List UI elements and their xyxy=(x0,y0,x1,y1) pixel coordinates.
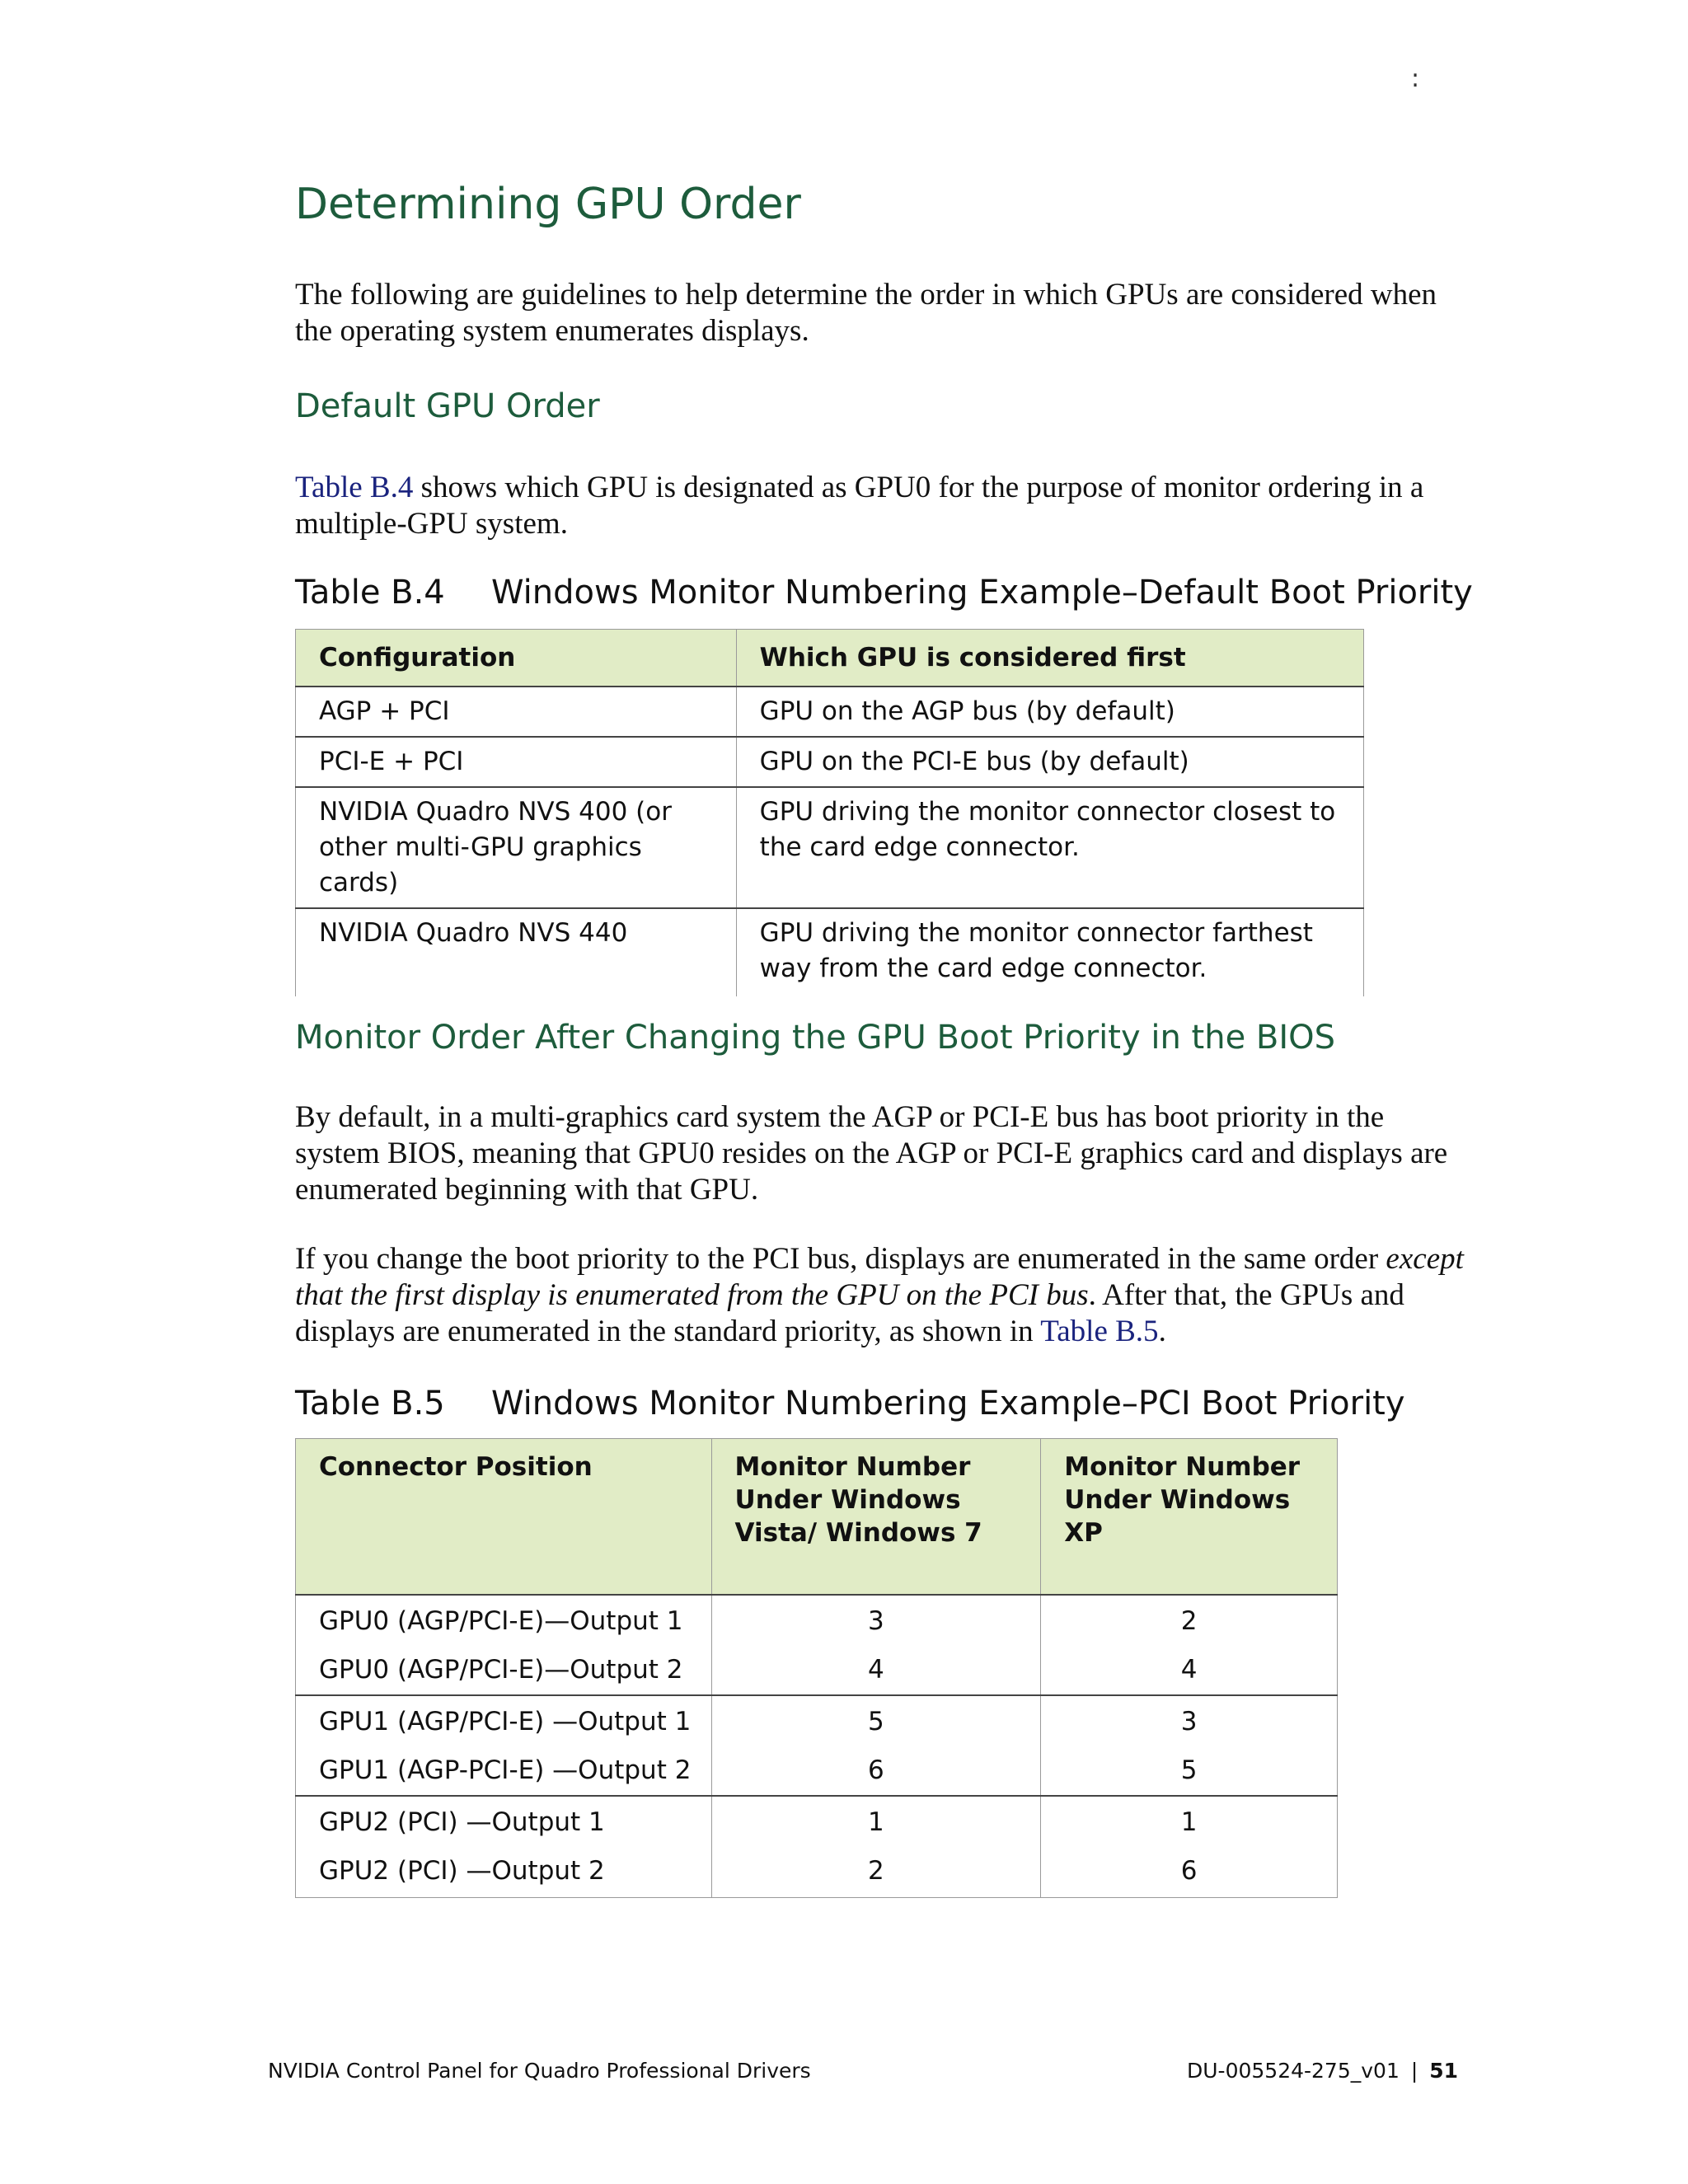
table-cell: GPU1 (AGP/PCI-E) —Output 1 xyxy=(296,1695,712,1746)
footer-doc-info xyxy=(1187,2059,1458,2083)
section2-paragraph-2-end: . xyxy=(1158,1315,1166,1348)
table-b4-caption xyxy=(295,574,1473,612)
table-row xyxy=(296,1746,1338,1796)
table-cell: GPU on the AGP bus (by default) xyxy=(736,687,1363,737)
table-cell: GPU driving the monitor connector farthest way from the card edge connector. xyxy=(736,908,1363,996)
table-row xyxy=(296,1646,1338,1695)
table-cell: 5 xyxy=(1041,1746,1338,1796)
table-cell: GPU on the PCI-E bus (by default) xyxy=(736,737,1363,787)
table-cell: 1 xyxy=(1041,1796,1338,1847)
table-row xyxy=(296,1595,1338,1646)
table-row xyxy=(296,787,1364,908)
table-cell: PCI-E + PCI xyxy=(296,737,737,787)
footer-doc-title: NVIDIA Control Panel for Quadro Professional Drivers xyxy=(268,2059,811,2083)
header-mark: : xyxy=(1411,64,1420,93)
table-cell: 6 xyxy=(711,1746,1041,1796)
table-cell: 1 xyxy=(711,1796,1041,1847)
table-cell: AGP + PCI xyxy=(296,687,737,737)
section2-paragraph-2-emphasis: except that the first display is enumerated from the GPU on the PCI bus xyxy=(295,1242,1464,1312)
table-cell: GPU2 (PCI) —Output 2 xyxy=(296,1847,712,1898)
table-row xyxy=(296,1847,1338,1898)
table-cell: GPU1 (AGP-PCI-E) —Output 2 xyxy=(296,1746,712,1796)
table-b4-header-configuration: Configuration xyxy=(296,630,737,687)
section2-paragraph-2-middle: . After that, the GPUs and displays are enumerated in the standard priority, as shown in xyxy=(295,1278,1404,1348)
page-title: Determining GPU Order xyxy=(295,180,801,229)
section2-paragraph-2-start: If you change the boot priority to the PCI bus, displays are enumerated in the same order xyxy=(295,1242,1386,1276)
table-cell: GPU2 (PCI) —Output 1 xyxy=(296,1796,712,1847)
footer-separator: | xyxy=(1410,2059,1418,2083)
table-cell: NVIDIA Quadro NVS 400 (or other multi-GPU graphics cards) xyxy=(296,787,737,908)
table-b5-header-xp: Monitor Number Under Windows XP xyxy=(1041,1439,1338,1596)
intro-paragraph: The following are guidelines to help determine the order in which GPUs are considered when the operating system enumerates displays. xyxy=(295,278,1437,348)
table-row xyxy=(296,737,1364,787)
table-b4 xyxy=(295,629,1364,996)
table-cell: GPU0 (AGP/PCI-E)—Output 2 xyxy=(296,1646,712,1695)
table-cell: GPU0 (AGP/PCI-E)—Output 1 xyxy=(296,1595,712,1646)
table-b5-link[interactable]: Table B.5 xyxy=(1040,1315,1159,1348)
footer-page-number: 51 xyxy=(1429,2059,1458,2083)
table-b4-caption-title: Windows Monitor Numbering Example–Default Boot Priority xyxy=(491,574,1473,612)
section2-paragraph-1: By default, in a multi-graphics card system the AGP or PCI-E bus has boot priority in the system BIOS, meaning that GPU0 resides on the AGP or PCI-E graphics card and displays are enumerated beginning with that GPU. xyxy=(295,1100,1448,1207)
table-cell: 2 xyxy=(1041,1595,1338,1646)
table-cell: GPU driving the monitor connector closest to the card edge connector. xyxy=(736,787,1363,908)
table-row xyxy=(296,908,1364,996)
section1-paragraph-text: shows which GPU is designated as GPU0 for the purpose of monitor ordering in a multiple-GPU system. xyxy=(295,471,1424,541)
footer-doc-id: DU-005524-275_v01 xyxy=(1187,2059,1400,2083)
table-b4-header-gpu-first: Which GPU is considered first xyxy=(736,630,1363,687)
table-cell: 6 xyxy=(1041,1847,1338,1898)
table-b5-header-vista-win7: Monitor Number Under Windows Vista/ Windows 7 xyxy=(711,1439,1041,1596)
table-b5-caption-number: Table B.5 xyxy=(295,1385,445,1422)
table-cell: 2 xyxy=(711,1847,1041,1898)
table-row xyxy=(296,1695,1338,1746)
section-heading-default-gpu-order: Default GPU Order xyxy=(295,387,600,425)
table-b4-link[interactable]: Table B.4 xyxy=(295,471,414,504)
table-cell: 3 xyxy=(711,1595,1041,1646)
table-cell: 4 xyxy=(711,1646,1041,1695)
table-b5 xyxy=(295,1438,1338,1898)
section-heading-monitor-order: Monitor Order After Changing the GPU Boot Priority in the BIOS xyxy=(295,1019,1336,1057)
table-b5-caption-title: Windows Monitor Numbering Example–PCI Boot Priority xyxy=(491,1385,1405,1422)
section2-paragraph-2 xyxy=(295,1241,1465,1350)
table-b5-header-connector-position: Connector Position xyxy=(296,1439,712,1596)
table-cell: 5 xyxy=(711,1695,1041,1746)
table-row xyxy=(296,1796,1338,1847)
table-row xyxy=(296,687,1364,737)
table-b5-caption xyxy=(295,1385,1405,1422)
table-cell: 4 xyxy=(1041,1646,1338,1695)
section1-paragraph xyxy=(295,470,1465,542)
table-b4-caption-number: Table B.4 xyxy=(295,574,445,612)
table-cell: 3 xyxy=(1041,1695,1338,1746)
table-cell: NVIDIA Quadro NVS 440 xyxy=(296,908,737,996)
